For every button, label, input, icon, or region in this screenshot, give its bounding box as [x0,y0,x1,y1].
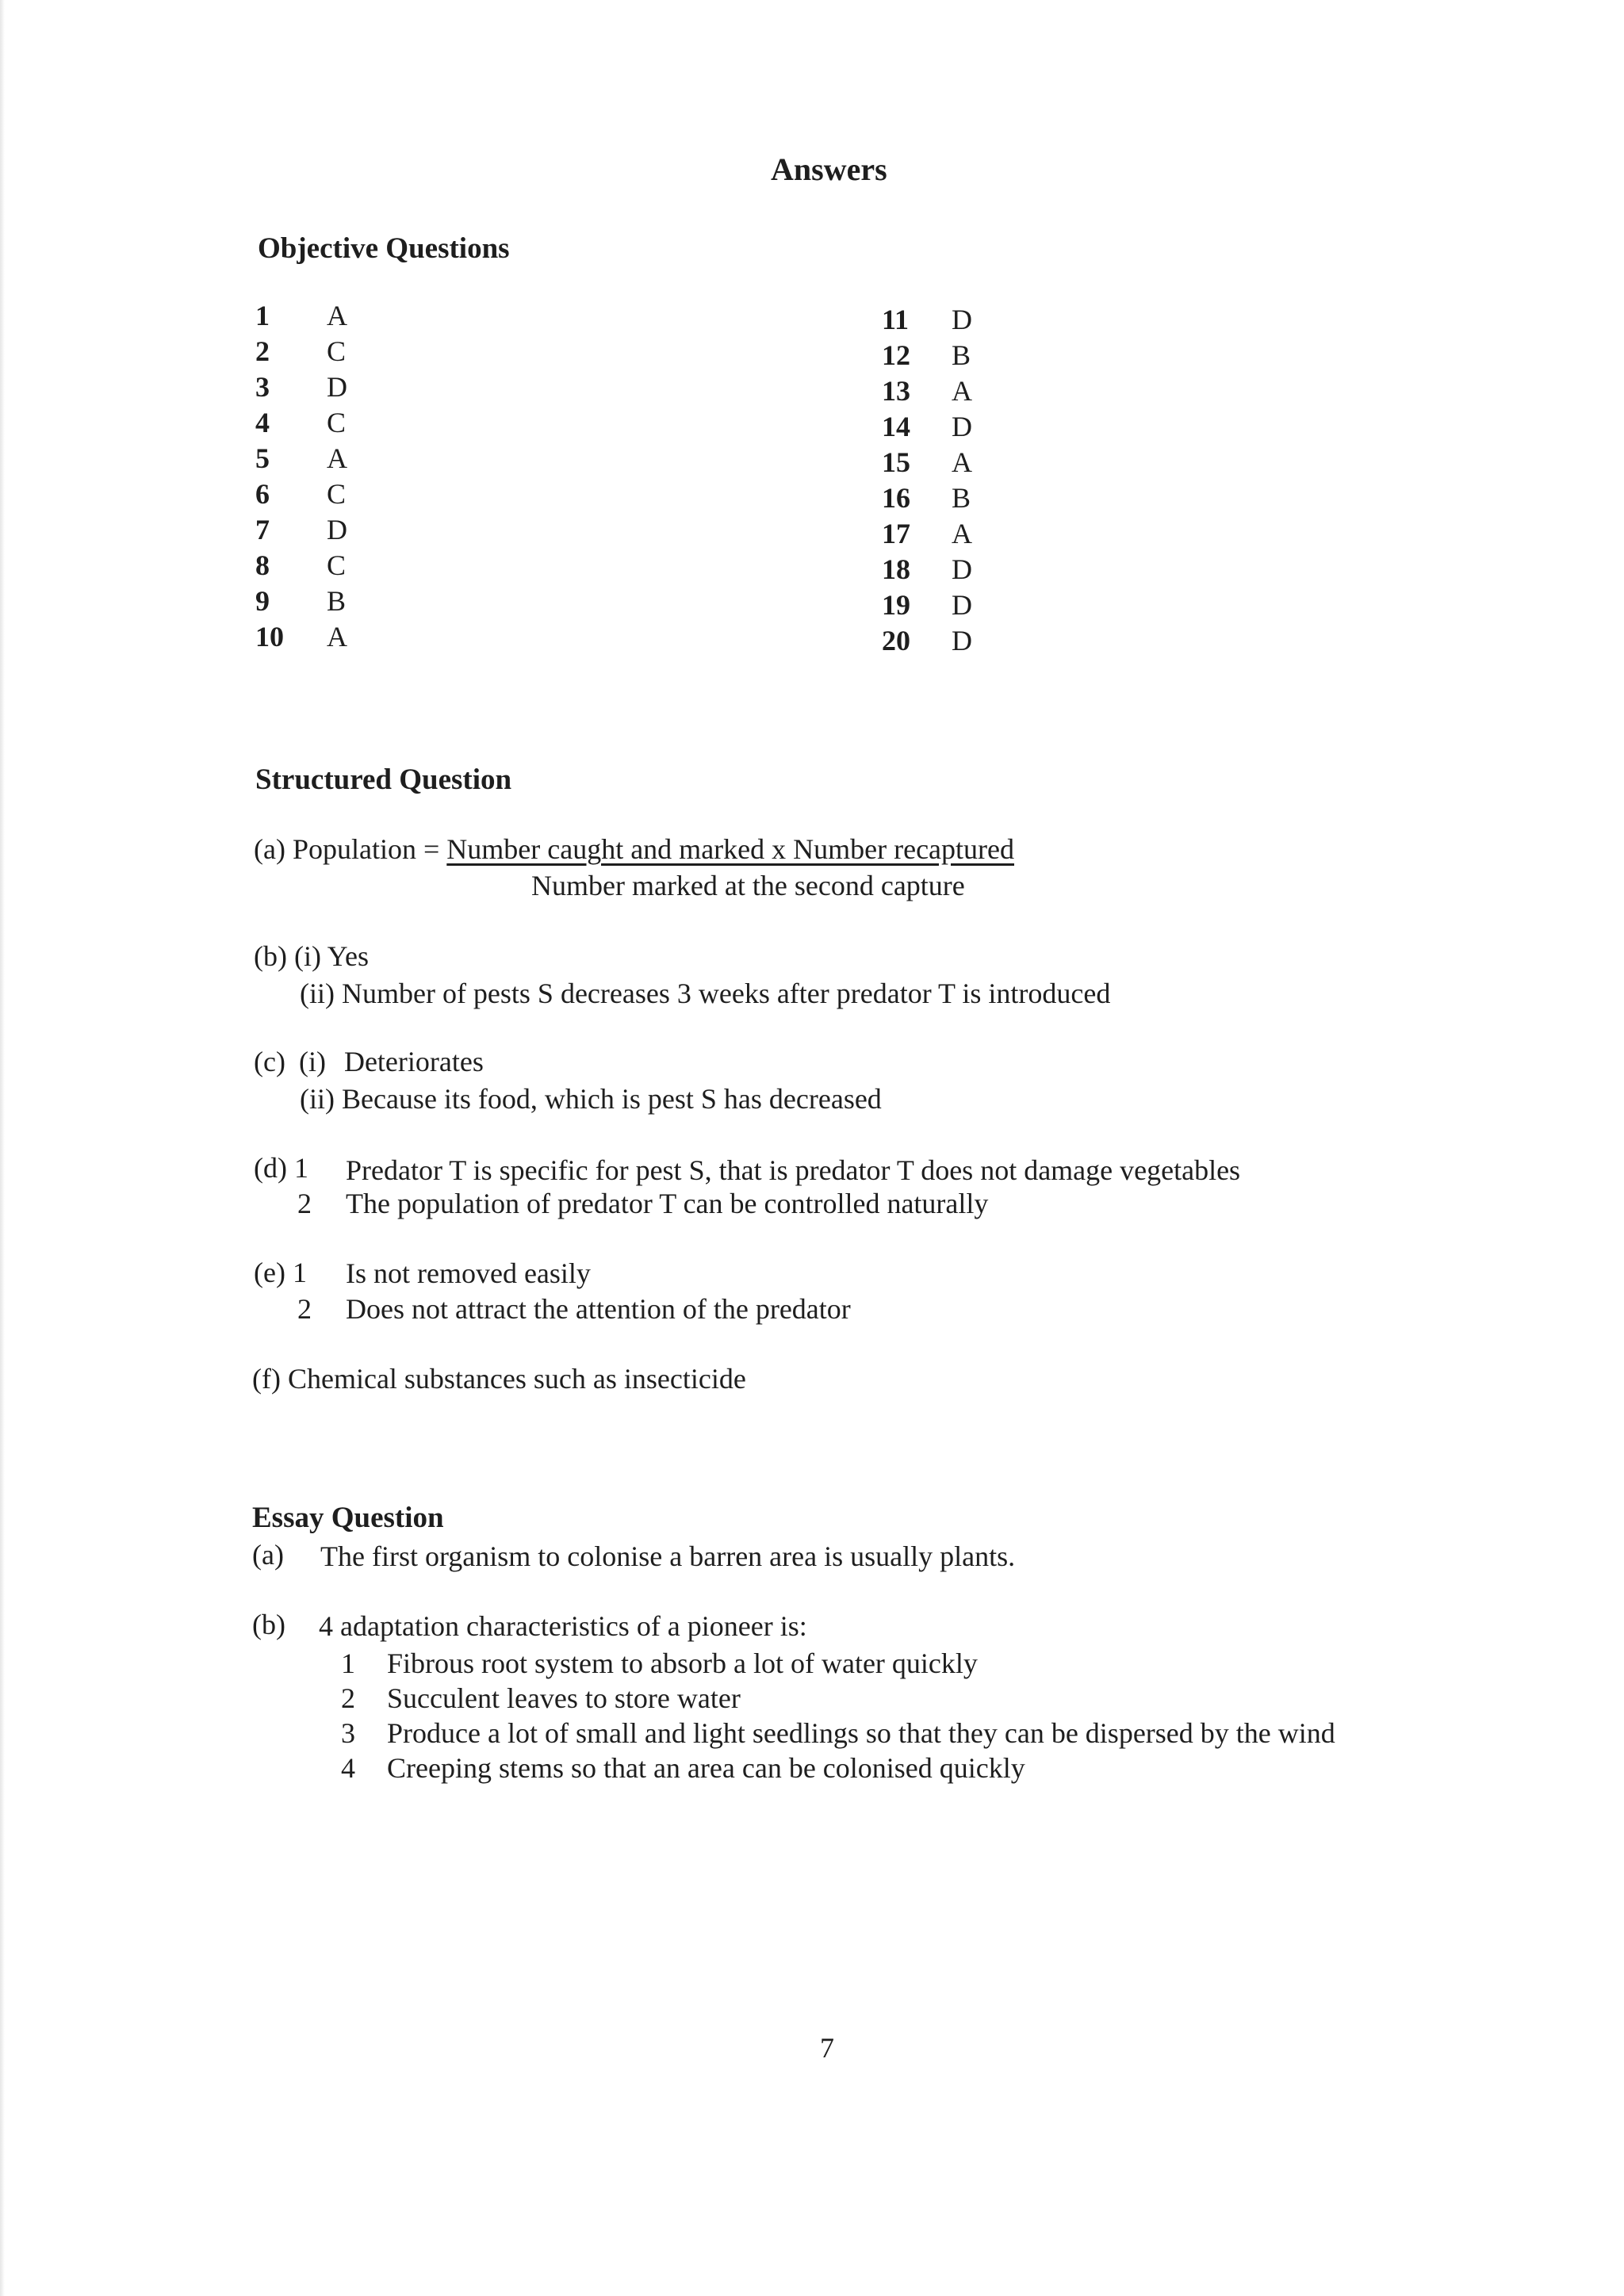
part-c-ii: Because its food, which is pest S has decreased [341,1083,882,1115]
part-b-ii: (ii) Number of pests S decreases 3 weeks after predator T is introduced [300,978,1111,1009]
part-d-label [254,1151,308,1184]
part-c-i-label: (i) [298,1046,326,1077]
answer-row [882,444,972,480]
question-number: 7 [255,513,270,545]
page-title: Answers [771,151,887,187]
answer-letter: C [327,335,347,367]
answer-letter: A [327,620,347,652]
list-item-text: Creeping stems so that an area can be colonised quickly [387,1752,1025,1784]
essay-heading: Essay Question [252,1502,444,1534]
answer-row [255,618,347,654]
answer-row [255,547,347,583]
question-number: 19 [882,588,910,621]
part-e-1: Is not removed easily [346,1257,591,1289]
structured-heading: Structured Question [255,763,512,796]
essay-b-intro: 4 adaptation characteristics of a pioneer is: [319,1610,807,1642]
answer-row [882,408,972,444]
answer-row [882,515,972,551]
part-f-label: (f) [252,1363,281,1395]
part-b-label: (b) [254,940,287,972]
objective-heading: Objective Questions [258,232,510,265]
part-c-i: Deteriorates [343,1046,484,1077]
answer-letter: D [952,553,972,585]
part-f-text: Chemical substances such as insecticide [287,1363,746,1395]
structured-part-a [254,832,1014,866]
part-c-label: (c) [254,1046,285,1077]
formula-denominator: Number marked at the second capture [531,870,965,901]
answer-letter: A [952,517,972,549]
list-item-number: 2 [341,1682,355,1714]
question-number: 5 [255,442,270,474]
part-e-label-text: (e) [254,1257,285,1288]
essay-b-label: (b) [252,1609,285,1640]
list-item-number: 1 [341,1647,355,1679]
list-item-text: Produce a lot of small and light seedlings so that they can be dispersed by the wind [387,1717,1335,1749]
answer-row [255,583,347,618]
part-d-num-2: 2 [297,1188,312,1219]
part-a-label: (a) [254,833,285,865]
page-number: 7 [820,2032,834,2064]
list-item-text: Fibrous root system to absorb a lot of water quickly [387,1647,978,1679]
part-b-i: (i) Yes [293,940,370,972]
part-c-ii-label: (ii) [300,1083,335,1115]
part-d-2: The population of predator T can be controlled naturally [346,1188,989,1219]
answer-row [255,333,347,369]
answer-row [882,551,972,587]
question-number: 10 [255,620,284,652]
question-number: 16 [882,481,910,514]
answer-letter: D [952,624,972,656]
list-item-number: 3 [341,1717,355,1749]
essay-a-text: The first organism to colonise a barren area is usually plants. [320,1540,1016,1572]
answer-letter: D [327,370,347,403]
objective-answers-left [255,297,347,654]
answer-letter: C [327,406,347,438]
list-item-text: Succulent leaves to store water [387,1682,741,1714]
scan-edge-shadow [0,0,5,2296]
answer-letter: A [952,446,972,478]
question-number: 9 [255,584,270,617]
question-number: 17 [882,517,910,549]
formula-numerator: Number caught and marked x Number recaptured [446,833,1014,865]
list-item [341,1681,1411,1716]
question-number: 20 [882,624,910,656]
answer-letter: A [952,374,972,407]
answer-row [255,476,347,511]
question-number: 11 [882,303,910,335]
list-item [341,1751,1411,1785]
answer-letter: B [327,584,347,617]
question-number: 15 [882,446,910,478]
answer-row [882,622,972,658]
answer-letter: A [327,442,347,474]
structured-part-c [254,1045,484,1078]
structured-part-c-ii [300,1082,882,1115]
structured-part-f [252,1362,746,1395]
question-number: 18 [882,553,910,585]
adaptation-list [341,1646,1411,1785]
answer-row [255,440,347,476]
part-d-1: Predator T is specific for pest S, that is predator T does not damage vegetables [346,1154,1241,1186]
answer-row [255,404,347,440]
answer-row [882,587,972,622]
structured-part-b [254,939,369,973]
part-a-prefix: Population = [292,833,440,865]
question-number: 1 [255,299,270,331]
answer-row [255,511,347,547]
answer-letter: D [327,513,347,545]
part-d-num-1: 1 [293,1152,308,1184]
answer-letter: B [952,339,971,371]
question-number: 4 [255,406,270,438]
question-number: 14 [882,410,910,442]
part-e-num-2: 2 [297,1293,312,1325]
answer-row [882,480,972,515]
part-e-2: Does not attract the attention of the predator [346,1293,851,1325]
list-item-number: 4 [341,1752,355,1784]
list-item [341,1646,1411,1681]
question-number: 13 [882,374,910,407]
essay-a-label: (a) [252,1539,284,1571]
answer-row [882,373,972,408]
answer-row [255,369,347,404]
part-e-num-1: 1 [292,1257,307,1288]
answer-letter: A [327,299,347,331]
part-e-label [254,1256,307,1289]
answer-row [882,301,972,337]
question-number: 8 [255,549,270,581]
question-number: 2 [255,335,270,367]
part-d-label-text: (d) [254,1152,287,1184]
question-number: 6 [255,477,270,510]
answer-row [882,337,972,373]
answer-letter: C [327,477,347,510]
answer-letter: D [952,588,972,621]
answer-letter: B [952,481,971,514]
answer-row [255,297,347,333]
list-item [341,1716,1411,1751]
question-number: 12 [882,339,910,371]
question-number: 3 [255,370,270,403]
answer-letter: C [327,549,347,581]
objective-answers-right [882,301,972,658]
answer-letter: D [952,410,972,442]
answer-letter: D [952,303,972,335]
